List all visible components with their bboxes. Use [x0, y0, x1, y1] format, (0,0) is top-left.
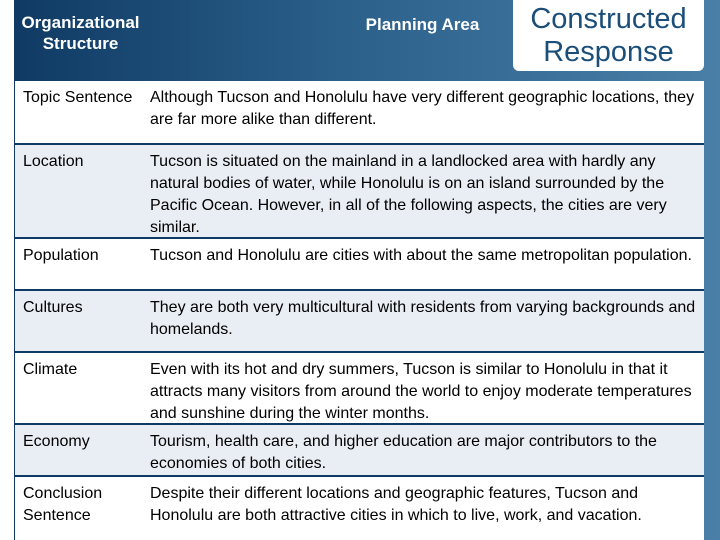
row-text: Although Tucson and Honolulu have very different geographic locations, they are far more alike than different.	[150, 89, 695, 128]
header-organizational-structure: Organizational Structure	[21, 13, 140, 53]
row-text: Tourism, health care, and higher education are major contributors to the economies of both cities.	[150, 433, 657, 472]
table-row-topic-sentence	[15, 81, 704, 143]
row-label: Economy	[23, 433, 90, 450]
table-row-cultures	[15, 291, 704, 351]
row-text: Even with its hot and dry summers, Tucson is similar to Honolulu in that it attracts many visitors from around the world to enjoy moderate temperatures and sunshine during the winter months.	[150, 361, 692, 422]
table-row-location	[15, 145, 704, 237]
row-text: Tucson is situated on the mainland in a landlocked area with hardly any natural bodies of water, while Honolulu is on an island surrounded by the Pacific Ocean. However, in all of the following aspects, the cities are very similar.	[150, 153, 667, 236]
row-text: They are both very multicultural with residents from varying backgrounds and homelands.	[150, 299, 696, 338]
row-label: Conclusion Sentence	[23, 485, 103, 524]
table-row-climate	[15, 353, 704, 423]
row-label: Location	[23, 153, 84, 170]
constructed-response-badge	[513, 0, 704, 71]
header-planning-area: Planning Area	[365, 15, 480, 34]
row-label: Climate	[23, 361, 78, 378]
row-label: Topic Sentence	[23, 89, 133, 106]
row-label: Population	[23, 247, 99, 264]
table-row-conclusion-sentence	[15, 477, 704, 540]
table-row-population	[15, 239, 704, 289]
row-text: Tucson and Honolulu are cities with about the same metropolitan population.	[150, 247, 692, 264]
row-label: Cultures	[23, 299, 83, 316]
row-text: Despite their different locations and geographic features, Tucson and Honolulu are both attractive cities in which to live, work, and vacation.	[150, 485, 642, 524]
badge-label: Constructed Response	[530, 2, 687, 68]
planning-table	[15, 81, 704, 540]
table-row-economy	[15, 425, 704, 475]
